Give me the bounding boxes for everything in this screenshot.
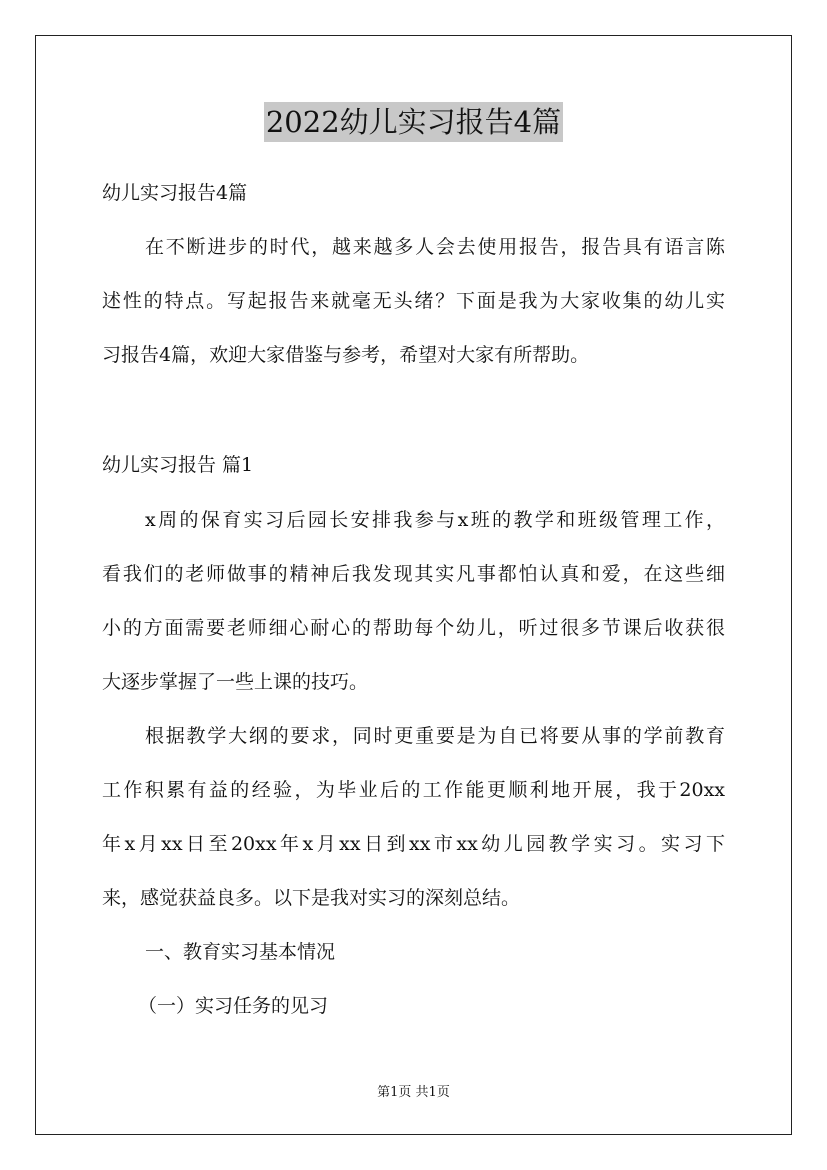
doc-subtitle: 幼儿实习报告4篇 <box>102 182 248 204</box>
subsection-heading: 一、教育实习基本情况 <box>145 941 336 963</box>
paragraph-line: 看我们的老师做事的精神后我发现其实凡事都怕认真和爱，在这些细 <box>102 563 725 585</box>
intro-paragraph-line: 习报告4篇，欢迎大家借鉴与参考，希望对大家有所帮助。 <box>102 344 590 366</box>
intro-paragraph-line: 述性的特点。写起报告来就毫无头绪？下面是我为大家收集的幼儿实 <box>102 290 725 312</box>
paragraph-line: x周的保育实习后园长安排我参与x班的教学和班级管理工作， <box>145 509 725 531</box>
paragraph-line: 小的方面需要老师细心耐心的帮助每个幼儿，听过很多节课后收获很 <box>102 617 725 639</box>
paragraph-line: 年x月xx日至20xx年x月xx日到xx市xx幼儿园教学实习。实习下 <box>102 833 725 855</box>
paragraph-line: 根据教学大纲的要求，同时更重要是为自已将要从事的学前教育 <box>145 725 725 747</box>
paragraph-line: 来，感觉获益良多。以下是我对实习的深刻总结。 <box>102 887 521 909</box>
paragraph-line: 工作积累有益的经验，为毕业后的工作能更顺利地开展，我于20xx <box>102 779 725 801</box>
paragraph-line: 大逐步掌握了一些上课的技巧。 <box>102 671 369 693</box>
intro-paragraph-line: 在不断进步的时代，越来越多人会去使用报告，报告具有语言陈 <box>145 236 725 258</box>
page-footer: 第1页 共1页 <box>377 1085 450 1100</box>
section-heading: 幼儿实习报告 篇1 <box>102 454 254 476</box>
subsection-heading: （一）实习任务的见习 <box>138 995 329 1017</box>
title-container <box>0 102 827 142</box>
document-title: 2022幼儿实习报告4篇 <box>264 102 563 142</box>
